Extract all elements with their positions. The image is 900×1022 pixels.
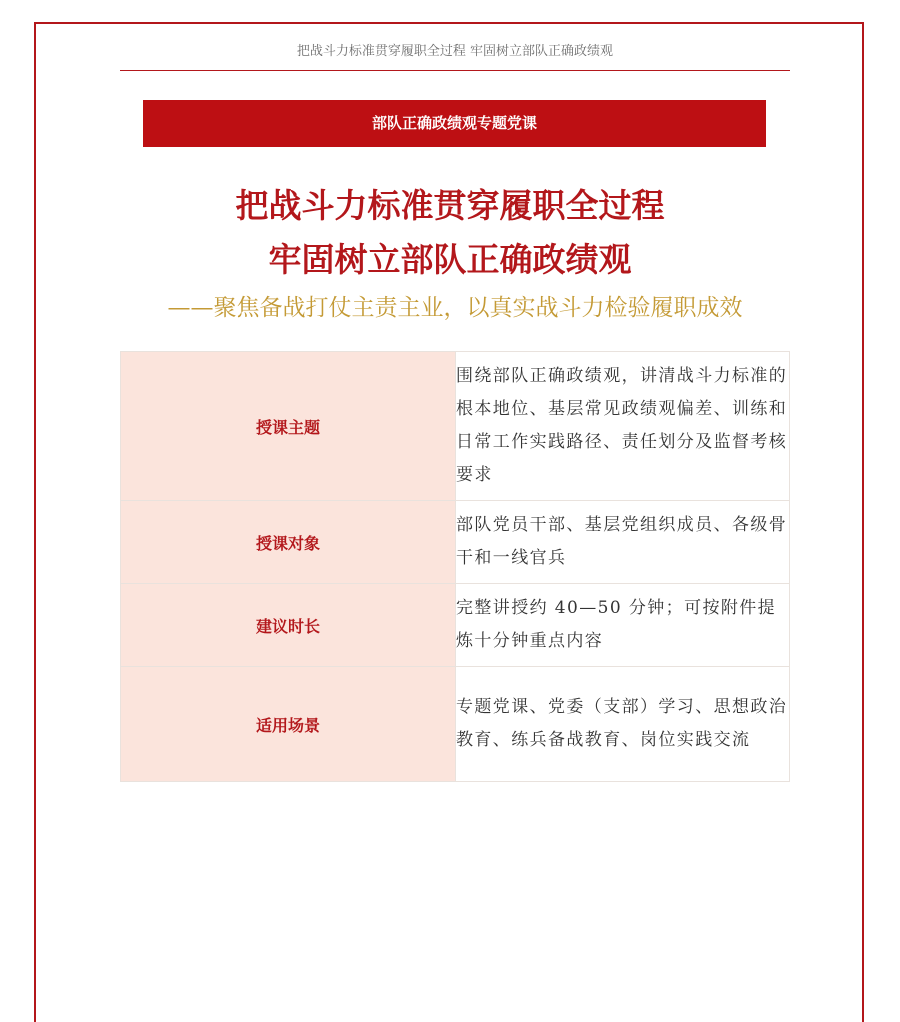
row-label-audience: 授课对象 — [121, 501, 456, 584]
row-value-duration: 完整讲授约 40—50 分钟；可按附件提炼十分钟重点内容 — [456, 584, 790, 667]
main-title-line-2: 牢固树立部队正确政绩观 — [268, 240, 632, 279]
main-title-line-1: 把战斗力标准贯穿履职全过程 — [235, 186, 665, 225]
row-label-scenarios: 适用场景 — [121, 667, 456, 782]
course-info-table — [120, 351, 790, 782]
row-value-topic: 围绕部队正确政绩观，讲清战斗力标准的根本地位、基层常见政绩观偏差、训练和日常工作实践路径、责任划分及监督考核要求 — [456, 352, 790, 501]
table-row — [121, 352, 790, 501]
subtitle: ——聚焦备战打仗主责主业，以真实战斗力检验履职成效 — [167, 295, 743, 321]
table-row — [121, 584, 790, 667]
row-value-scenarios: 专题党课、党委（支部）学习、思想政治教育、练兵备战教育、岗位实践交流 — [456, 667, 790, 782]
header-divider — [120, 70, 790, 71]
running-header: 把战斗力标准贯穿履职全过程 牢固树立部队正确政绩观 — [296, 44, 614, 59]
table-row — [121, 501, 790, 584]
topic-banner: 部队正确政绩观专题党课 — [143, 100, 766, 147]
row-label-duration: 建议时长 — [121, 584, 456, 667]
table-row — [121, 667, 790, 782]
row-value-audience: 部队党员干部、基层党组织成员、各级骨干和一线官兵 — [456, 501, 790, 584]
row-label-topic: 授课主题 — [121, 352, 456, 501]
